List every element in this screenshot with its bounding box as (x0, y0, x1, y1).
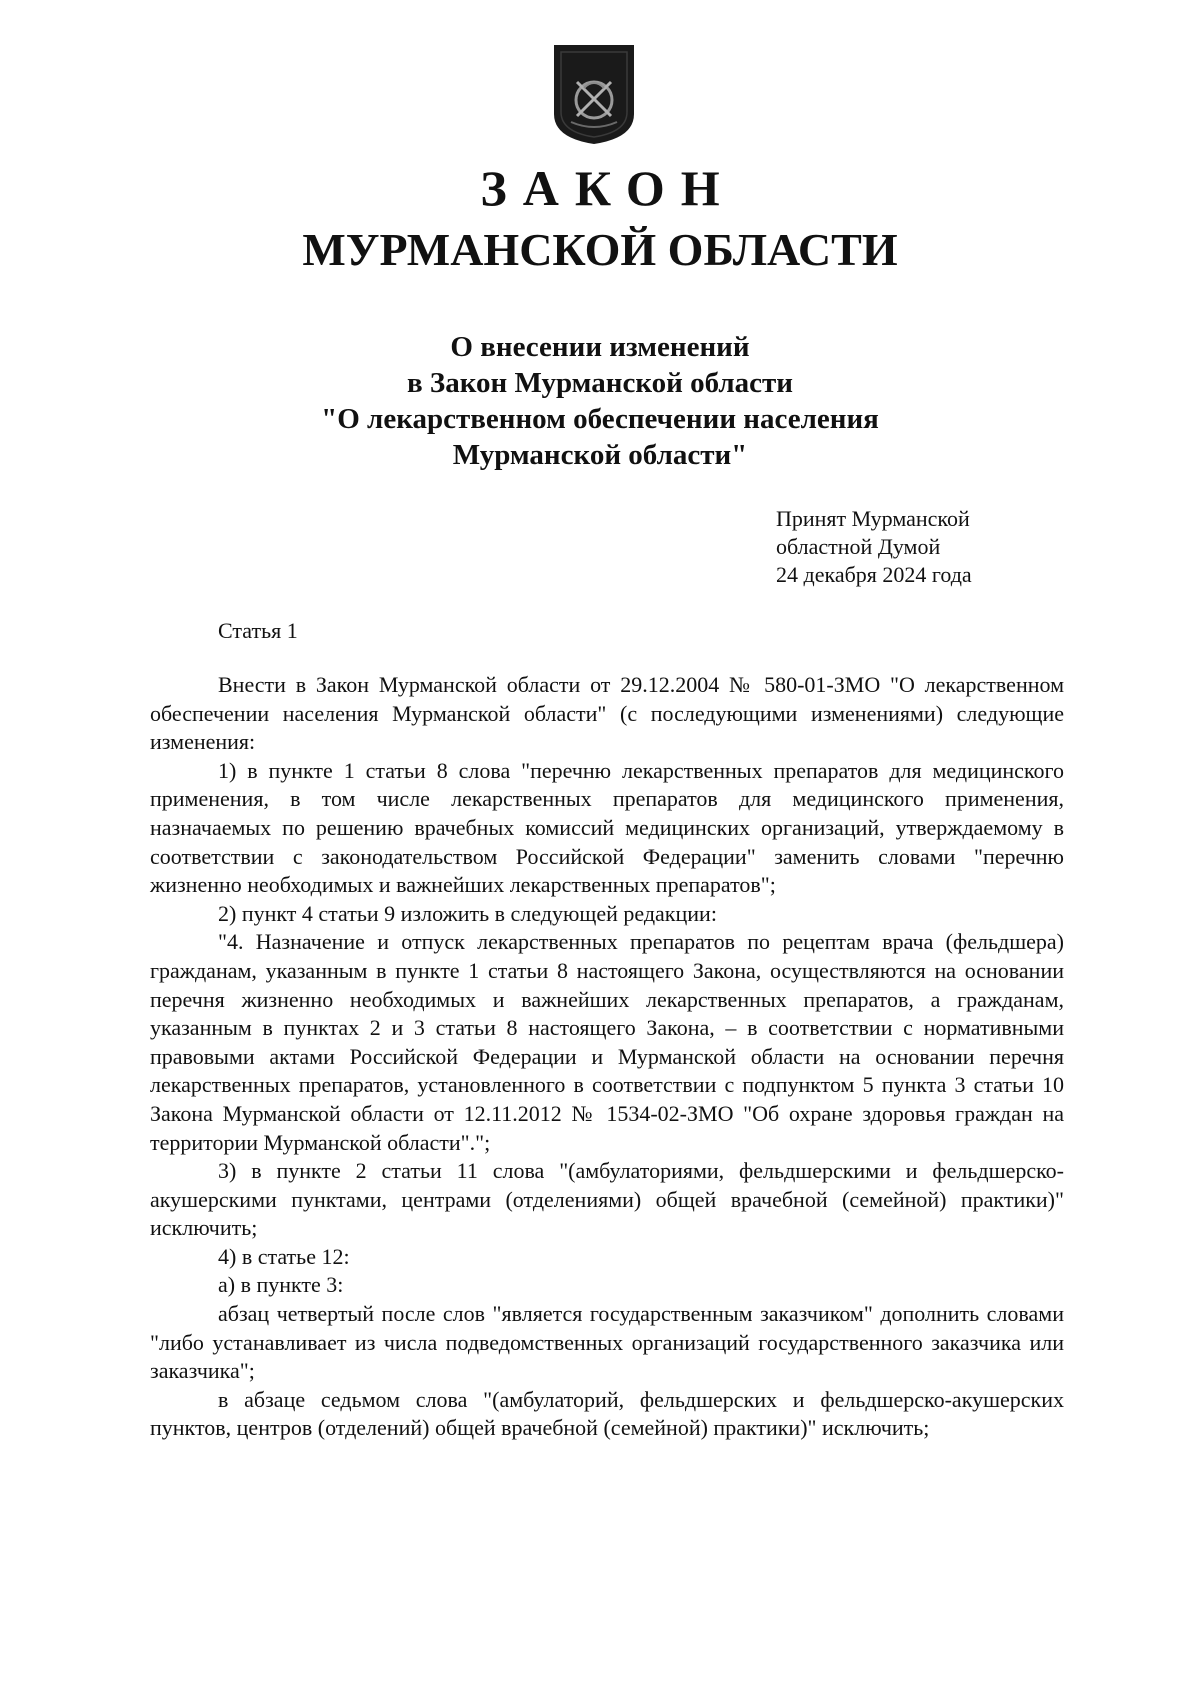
paragraph: а) в пункте 3: (218, 1272, 344, 1298)
adoption-note (776, 505, 972, 589)
subject-line: в Закон Мурманской области (407, 367, 793, 399)
paragraph: 2) пункт 4 статьи 9 изложить в следующей редакции: (218, 900, 717, 926)
paragraph: в абзаце седьмом слова "(амбулаторий, фельдшерских и фельдшерско-акушерских пунктов, центров (отделений) общей врачебной (семейной) практики)" исключить; (150, 1386, 1064, 1441)
subject-line: Мурманской области" (452, 439, 748, 471)
paragraph: Внести в Закон Мурманской области от 29.12.2004 № 580-01-ЗМО "О лекарственном обеспечении населения Мурманской области" (с последующими изменениями) следующие изменения: (150, 672, 1064, 755)
law-subject (0, 329, 1200, 473)
paragraph: 4) в статье 12: (218, 1243, 350, 1269)
coat-of-arms-icon (551, 42, 637, 146)
article-body (150, 671, 1064, 1443)
adoption-line: Принят Мурманской (776, 506, 970, 531)
region-title: МУРМАНСКОЙ ОБЛАСТИ (302, 224, 898, 275)
paragraph: "4. Назначение и отпуск лекарственных препаратов по рецептам врача (фельдшера) гражданам, указанным в пункте 1 статьи 8 настоящего Закона, осуществляются на основании перечня жизненно необходимых и важнейших лекарственных препаратов, а гражданам, указанным в пунктах 2 и 3 статьи 8 настоящего Закона, – в соответствии с нормативными правовыми актами Российской Федерации и Мурманской области на основании перечня лекарственных препаратов, установленного в соответствии с подпунктом 5 пункта 3 статьи 10 Закона Мурманской области от 12.11.2012 № 1534-02-ЗМО "Об охране здоровья граждан на территории Мурманской области"."; (150, 929, 1064, 1155)
subject-line: О внесении изменений (450, 331, 750, 363)
adoption-line: 24 декабря 2024 года (776, 562, 972, 587)
paragraph: абзац четвертый после слов "является государственным заказчиком" дополнить словами "либо устанавливает из числа подведомственных организаций государственного заказчика или заказчика"; (150, 1301, 1064, 1384)
article-heading: Статья 1 (218, 618, 298, 643)
adoption-line: областной Думой (776, 534, 941, 559)
paragraph: 3) в пункте 2 статьи 11 слова "(амбулаториями, фельдшерскими и фельдшерско-акушерскими пунктами, центрами (отделениями) общей врачебной (семейной) практики)" исключить; (150, 1158, 1064, 1241)
paragraph: 1) в пункте 1 статьи 8 слова "перечню лекарственных препаратов для медицинского применения, в том числе лекарственных препаратов для медицинского применения, назначаемых по решению врачебных комиссий медицинских организаций, утверждаемому в соответствии с законодательством Российской Федерации" заменить словами "перечню жизненно необходимых и важнейших лекарственных препаратов"; (150, 757, 1064, 898)
subject-line: "О лекарственном обеспечении населения (321, 403, 879, 435)
law-heading: ЗАКОН (480, 160, 736, 216)
